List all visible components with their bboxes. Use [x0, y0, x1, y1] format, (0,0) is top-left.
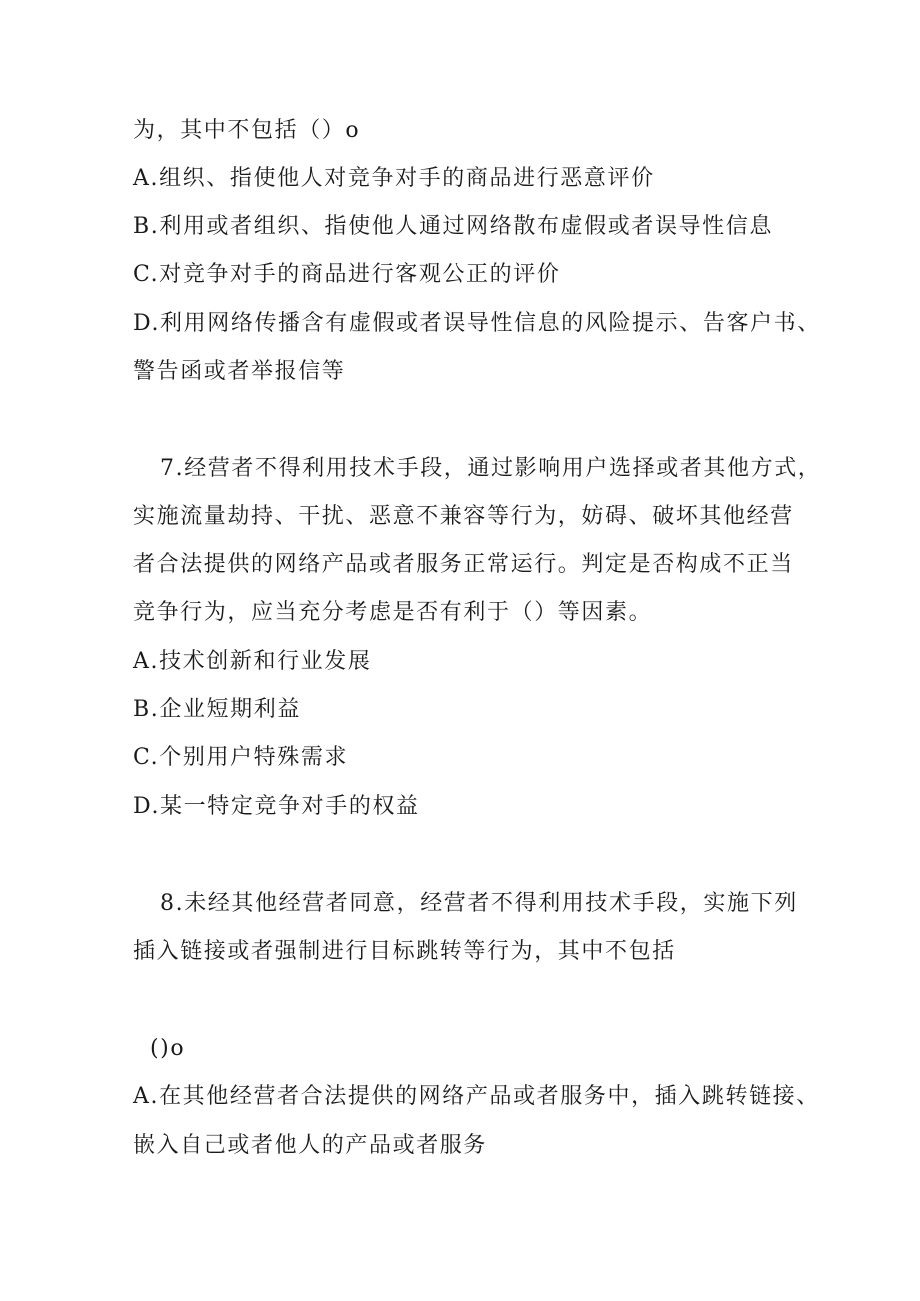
q6-option-d-line2: 警告函或者举报信等	[133, 359, 346, 384]
q6-option-d-line1: D.利用网络传播含有虚假或者误导性信息的风险提示、告客户书、	[133, 311, 821, 336]
q8-stem-blank: ()o	[150, 1036, 186, 1061]
q6-option-b: B.利用或者组织、指使他人通过网络散布虚假或者误导性信息	[133, 214, 773, 239]
q8-stem-line1: 8.未经其他经营者同意，经营者不得利用技术手段，实施下列	[160, 891, 798, 916]
q7-option-a: A.技术创新和行业发展	[133, 649, 372, 674]
q7-stem-line3: 者合法提供的网络产品或者服务正常运行。判定是否构成不正当	[133, 552, 794, 577]
q8-stem-line2: 插入链接或者强制进行目标跳转等行为，其中不包括	[133, 939, 676, 964]
q8-option-a-line1: A.在其他经营者合法提供的网络产品或者服务中，插入跳转链接、	[133, 1084, 820, 1109]
q8-option-a-line2: 嵌入自己或者他人的产品或者服务	[133, 1133, 488, 1158]
q7-option-c: C.个别用户特殊需求	[133, 745, 349, 770]
q7-stem-line4: 竞争行为，应当充分考虑是否有利于（）等因素。	[133, 600, 653, 625]
q7-stem-line2: 实施流量劫持、干扰、恶意不兼容等行为，妨碍、破坏其他经营	[133, 504, 794, 529]
q7-option-b: B.企业短期利益	[133, 697, 301, 722]
q6-stem-tail: 为，其中不包括（）o	[133, 118, 361, 143]
q7-option-d: D.某一特定竞争对手的权益	[133, 794, 420, 819]
q7-stem-line1: 7.经营者不得利用技术手段，通过影响用户选择或者其他方式，	[160, 456, 822, 481]
q6-option-a: A.组织、指使他人对竞争对手的商品进行恶意评价	[133, 166, 655, 191]
q6-option-c: C.对竞争对手的商品进行客观公正的评价	[133, 262, 561, 287]
